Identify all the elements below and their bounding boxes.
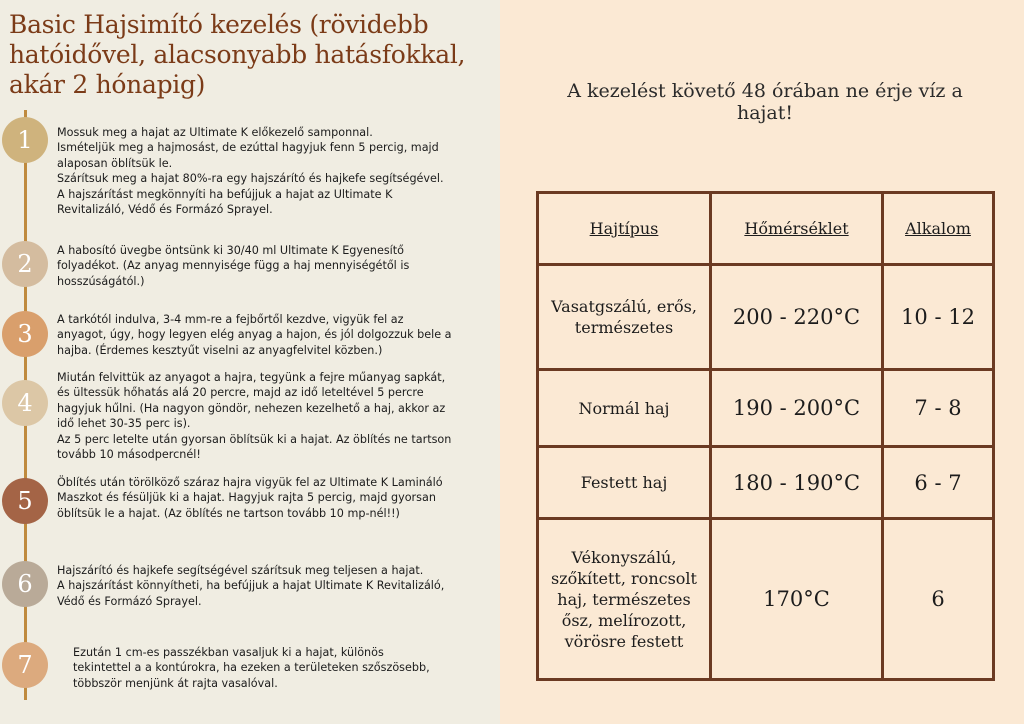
instructions-panel (0, 0, 500, 724)
step-2-badge: 2 (2, 241, 48, 287)
step-7-text: Ezután 1 cm-es passzékban vasaljuk ki a hajat, különös tekintettel a a kontúrokra, ha ezeken a területeken szőszösebb, többször menjünk át rajta vasalóval. (73, 646, 430, 690)
header-temperature: Hőmérséklet (711, 193, 883, 265)
cell-count: 6 (883, 519, 994, 680)
table-row (538, 519, 994, 680)
cell-hair-type: Normál haj (538, 370, 711, 447)
step-1-text: Mossuk meg a hajat az Ultimate K előkezelő samponnal. Ismételjük meg a hajmosást, de ezúttal hagyjuk fenn 5 percig, majd alaposan öblítsük le. Szárítsuk meg a hajat 80%-ra egy hajszárító és hajkefe segítségével. A hajszárítást megkönnyíti ha befújjuk a hajat az Ultimate K Revitalizáló, Védő és Formázó Sprayel. (57, 126, 444, 217)
table-header-row (538, 193, 994, 265)
temperature-table (536, 191, 995, 681)
table-row (538, 447, 994, 519)
header-hair-type: Hajtípus (538, 193, 711, 265)
cell-temperature: 170°C (711, 519, 883, 680)
step-5-badge: 5 (2, 478, 48, 524)
step-4-text: Miután felvittük az anyagot a hajra, tegyünk a fejre műanyag sapkát, és ültessük hőhatás alá 20 percre, majd az idő leteltével 5 percre hagyjuk hűlni. (Ha nagyon göndör, nehezen kezelhető a haj, akkor az idő lehet 30-35 perc is). Az 5 perc letelte után gyorsan öblítsük ki a hajat. Az öblítés ne tartson tovább 10 másodpercnél! (57, 371, 452, 462)
step-3-text: A tarkótól indulva, 3-4 mm-re a fejbőrtől kezdve, vigyük fel az anyagot, úgy, hogy legyen elég anyag a hajon, és jól dolgozzuk bele a hajba. (Érdemes kesztyűt viselni az anyagfelvitel közben.) (57, 313, 452, 357)
cell-hair-type: Vékonyszálú, szőkített, roncsolt haj, természetes ősz, melírozott, vörösre festett (538, 519, 711, 680)
cell-count: 10 - 12 (883, 265, 994, 370)
page-title: Basic Hajsimító kezelés (rövidebb hatóidővel, alacsonyabb hatásfokkal, akár 2 hónapig) (9, 10, 466, 99)
cell-temperature: 180 - 190°C (711, 447, 883, 519)
table-row (538, 265, 994, 370)
cell-hair-type: Vasatgszálú, erős, természetes (538, 265, 711, 370)
step-7-badge: 7 (2, 642, 48, 688)
step-3-badge: 3 (2, 311, 48, 357)
cell-hair-type: Festett haj (538, 447, 711, 519)
header-count: Alkalom (883, 193, 994, 265)
cell-count: 7 - 8 (883, 370, 994, 447)
cell-count: 6 - 7 (883, 447, 994, 519)
step-6-text: Hajszárító és hajkefe segítségével szárítsuk meg teljesen a hajat. A hajszárítást könnyítheti, ha befújjuk a hajat Ultimate K Revitalizáló, Védő és Formázó Sprayel. (57, 564, 445, 608)
step-1-badge: 1 (2, 117, 48, 163)
step-6-badge: 6 (2, 561, 48, 607)
step-5-text: Öblítés után törölköző száraz hajra vigyük fel az Ultimate K Lamináló Maszkot és fésüljük ki a hajat. Hagyjuk rajta 5 percig, majd gyorsan öblítsük le a hajat. (Az öblítés ne tartson tovább 10 mp-nél!!) (57, 476, 443, 520)
water-warning: A kezelést követő 48 órában ne érje víz a hajat! (567, 80, 963, 124)
table-row (538, 370, 994, 447)
step-2-text: A habosító üvegbe öntsünk ki 30/40 ml Ultimate K Egyenesítő folyadékot. (Az anyag mennyisége függ a haj mennyiségétől is hosszúságától.) (57, 244, 410, 288)
step-4-badge: 4 (2, 380, 48, 426)
cell-temperature: 190 - 200°C (711, 370, 883, 447)
cell-temperature: 200 - 220°C (711, 265, 883, 370)
